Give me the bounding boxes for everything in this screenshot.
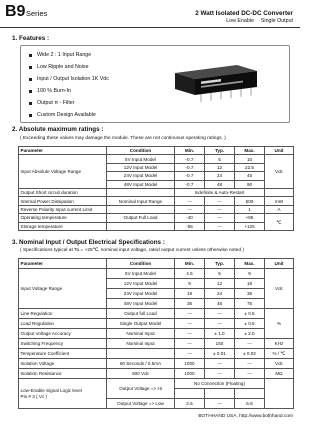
typ-cell: 48	[205, 180, 235, 188]
min-cell: ---	[175, 309, 205, 319]
table-row	[19, 188, 294, 196]
unit-cell: mW	[265, 197, 294, 205]
max-cell: 75	[235, 299, 265, 309]
feature-item	[29, 97, 109, 109]
condition-cell	[107, 188, 175, 196]
param-cell: Line Regulation	[19, 309, 107, 319]
abs-max-table-wrap	[18, 146, 294, 231]
table-header-row	[19, 147, 294, 155]
condition-cell	[107, 222, 175, 230]
typ-cell: ---	[205, 369, 235, 379]
col-header-typ: Typ.	[205, 259, 235, 269]
max-cell: 500	[235, 197, 265, 205]
bullet-icon	[29, 54, 32, 57]
max-cell: ---	[235, 369, 265, 379]
table-row	[19, 155, 294, 163]
header-divider	[0, 27, 300, 28]
min-cell: 1000	[175, 359, 205, 369]
condition-cell: 48V Input Model	[107, 180, 175, 188]
max-cell: 5.6	[235, 399, 265, 409]
min-cell: ---	[175, 205, 205, 213]
min-cell: 2.5	[175, 399, 205, 409]
bullet-icon	[29, 102, 32, 105]
abs-max-note: ( Exceeding these values may damage the module. These are not continuous operating ratings. )	[20, 136, 226, 141]
typ-cell: ---	[205, 214, 235, 222]
min-cell: -0.7	[175, 172, 205, 180]
typ-cell: ---	[205, 205, 235, 213]
max-cell: 9	[235, 269, 265, 279]
param-line-1: Low-Enable Signal Logic level	[20, 387, 82, 393]
electrical-specifications-table	[18, 258, 294, 409]
col-header-min: Min.	[175, 259, 205, 269]
condition-cell: Output Voltage => Hi	[107, 379, 175, 399]
param-cell: Input Absolute Voltage Range	[19, 155, 107, 189]
min-cell: 1000	[175, 369, 205, 379]
param-cell: Load Regulation	[19, 319, 107, 329]
feature-item	[29, 49, 109, 61]
bullet-icon	[29, 66, 32, 69]
product-photo	[171, 61, 261, 107]
max-cell: 45	[235, 172, 265, 180]
unit-cell: A	[265, 205, 294, 213]
param-cell: Internal Power Dissipation	[19, 197, 107, 205]
condition-cell: Output full Load	[107, 309, 175, 319]
param-cell: Output Voltage Accuracy	[19, 329, 107, 339]
max-cell: ---	[235, 359, 265, 369]
features-heading: 1. Features :	[12, 35, 50, 42]
table-row	[19, 269, 294, 279]
col-header-typ: Typ.	[205, 147, 235, 155]
typ-cell: 5	[205, 155, 235, 163]
condition-cell: Nominal Input Range	[107, 197, 175, 205]
typ-cell: 24	[205, 172, 235, 180]
typ-cell: ---	[205, 309, 235, 319]
typ-cell: ± 1.0	[205, 329, 235, 339]
col-header-parameter: Parameter	[19, 147, 107, 155]
unit-cell	[265, 188, 294, 196]
col-header-unit: Unit	[265, 147, 294, 155]
feature-text: Wide 2 : 1 Input Range	[37, 52, 92, 58]
typ-cell	[205, 389, 235, 399]
min-cell: -0.7	[175, 163, 205, 171]
bullet-icon	[29, 114, 32, 117]
param-line-2: Pin # 3 ( Vc )	[20, 393, 48, 399]
max-cell: 90	[235, 180, 265, 188]
span-value-cell: No Connection (Floating)	[175, 379, 265, 389]
feature-item	[29, 109, 109, 121]
param-cell: Temperature Coefficient	[19, 349, 107, 359]
model-name: B9	[5, 3, 26, 20]
max-cell: 1	[235, 205, 265, 213]
min-cell	[175, 389, 205, 399]
footer-website-link[interactable]: http://www.bothhand.com	[239, 414, 293, 419]
features-list	[29, 49, 109, 121]
table-row	[19, 222, 294, 230]
feature-item	[29, 61, 109, 73]
col-header-max: Max.	[235, 147, 265, 155]
table-row	[19, 379, 294, 389]
condition-cell: 500 Vdc	[107, 369, 175, 379]
unit-cell: KHz	[265, 339, 294, 349]
max-cell: 22.5	[235, 163, 265, 171]
table-row	[19, 369, 294, 379]
typ-cell: 24	[205, 289, 235, 299]
max-cell: ± 0.5	[235, 309, 265, 319]
unit-cell: Vdc	[265, 269, 294, 309]
feature-text: 100 % Burn-In	[37, 88, 71, 94]
typ-cell: ---	[205, 222, 235, 230]
min-cell: 4.5	[175, 269, 205, 279]
table-row	[19, 349, 294, 359]
typ-cell: 12	[205, 163, 235, 171]
table-row	[19, 329, 294, 339]
max-cell: +85	[235, 214, 265, 222]
unit-cell: MΩ	[265, 369, 294, 379]
table-row	[19, 359, 294, 369]
param-cell: Operating temperature	[19, 214, 107, 222]
table-row	[19, 214, 294, 222]
max-cell: ± 0.02	[235, 349, 265, 359]
min-cell: -0.7	[175, 155, 205, 163]
min-cell: ---	[175, 329, 205, 339]
feature-item	[29, 85, 109, 97]
col-header-min: Min.	[175, 147, 205, 155]
unit-cell: % / ℃	[265, 349, 294, 359]
table-row	[19, 197, 294, 205]
min-cell: -40	[175, 214, 205, 222]
condition-cell: 5V Input Model	[107, 269, 175, 279]
param-cell: Isolation Resistance	[19, 369, 107, 379]
condition-cell: Nominal Input	[107, 329, 175, 339]
min-cell: -55	[175, 222, 205, 230]
features-box	[20, 45, 290, 123]
col-header-max: Max.	[235, 259, 265, 269]
condition-cell: 48V Input Model	[107, 299, 175, 309]
electrical-heading: 3. Nominal Input / Output Electrical Specifications :	[12, 239, 165, 246]
max-cell: ± 2.0	[235, 329, 265, 339]
max-cell: +125	[235, 222, 265, 230]
min-cell: ---	[175, 319, 205, 329]
output-type: Single Output	[260, 18, 293, 24]
condition-cell: Single Output Model	[107, 319, 175, 329]
feature-text: Custom Design Available	[37, 112, 96, 118]
min-cell: 36	[175, 299, 205, 309]
min-cell: -0.7	[175, 180, 205, 188]
max-cell: 18	[235, 279, 265, 289]
typ-cell: ± 0.01	[205, 349, 235, 359]
feature-text: Output π - Filter	[37, 100, 75, 106]
max-cell: 10	[235, 155, 265, 163]
condition-cell: 5V Input Model	[107, 155, 175, 163]
product-title: 2 Watt Isolated DC-DC Converter	[195, 10, 293, 17]
col-header-unit: Unit	[265, 259, 294, 269]
param-cell	[19, 379, 107, 409]
condition-cell: Output Full Load	[107, 214, 175, 222]
typ-cell: ---	[205, 197, 235, 205]
max-cell: 36	[235, 289, 265, 299]
min-cell: ---	[175, 339, 205, 349]
col-header-condition: Condition	[107, 259, 175, 269]
condition-cell	[107, 349, 175, 359]
table-row	[19, 309, 294, 319]
unit-cell: Vdc	[265, 155, 294, 189]
param-cell: Reverse Polarity Input current Limit	[19, 205, 107, 213]
bullet-icon	[29, 90, 32, 93]
abs-max-heading: 2. Absolute maximum ratings :	[12, 126, 104, 133]
min-cell: ---	[175, 197, 205, 205]
param-cell: Switching Frequency	[19, 339, 107, 349]
table-header-row	[19, 259, 294, 269]
condition-cell: 60 Seconds / 0.5mA	[107, 359, 175, 369]
typ-cell: ---	[205, 399, 235, 409]
unit-cell	[265, 379, 294, 409]
table-row	[19, 205, 294, 213]
min-cell: ---	[175, 349, 205, 359]
footer-company: BOTHHAND USA,	[198, 414, 238, 419]
typ-cell: 5	[205, 269, 235, 279]
condition-cell: 12V Input Model	[107, 163, 175, 171]
typ-cell: ---	[205, 319, 235, 329]
series-label: Series	[26, 9, 48, 18]
footer	[198, 414, 293, 420]
param-cell: Isolation Voltage	[19, 359, 107, 369]
min-cell: 9	[175, 279, 205, 289]
typ-cell: ---	[205, 359, 235, 369]
condition-cell: 24V Input Model	[107, 172, 175, 180]
feature-item	[29, 73, 109, 85]
unit-cell: %	[265, 309, 294, 339]
electrical-table-wrap	[18, 258, 294, 409]
unit-cell: ℃	[265, 214, 294, 231]
col-header-parameter: Parameter	[19, 259, 107, 269]
min-cell: 18	[175, 289, 205, 299]
span-value-cell: Indefinite & Auto-Restart	[175, 188, 265, 196]
col-header-condition: Condition	[107, 147, 175, 155]
max-cell	[235, 389, 265, 399]
feature-text: Input / Output Isolation 1K Vdc	[37, 76, 109, 82]
bullet-icon	[29, 78, 32, 81]
enable-type: Low Enable	[226, 18, 254, 24]
electrical-note: ( Specifications typical at Ta = +25℃, nominal input voltage, rated output current unless otherwise noted )	[20, 248, 244, 253]
product-subtitle	[226, 18, 293, 24]
param-cell: Input Voltage Range	[19, 269, 107, 309]
feature-text: Low Ripple and Noise	[37, 64, 89, 70]
typ-cell: 48	[205, 299, 235, 309]
condition-cell	[107, 205, 175, 213]
condition-cell: Nominal Input	[107, 339, 175, 349]
param-cell: Output Short circuit duration	[19, 188, 107, 196]
condition-cell: Output Voltage => Low	[107, 399, 175, 409]
condition-cell: 24V Input Model	[107, 289, 175, 299]
absolute-max-ratings-table	[18, 146, 294, 231]
max-cell: ± 0.5	[235, 319, 265, 329]
unit-cell: Vdc	[265, 359, 294, 369]
table-row	[19, 319, 294, 329]
typ-cell: 12	[205, 279, 235, 289]
table-row	[19, 339, 294, 349]
condition-cell: 12V Input Model	[107, 279, 175, 289]
typ-cell: 150	[205, 339, 235, 349]
max-cell: ---	[235, 339, 265, 349]
param-cell: Storage temperature	[19, 222, 107, 230]
